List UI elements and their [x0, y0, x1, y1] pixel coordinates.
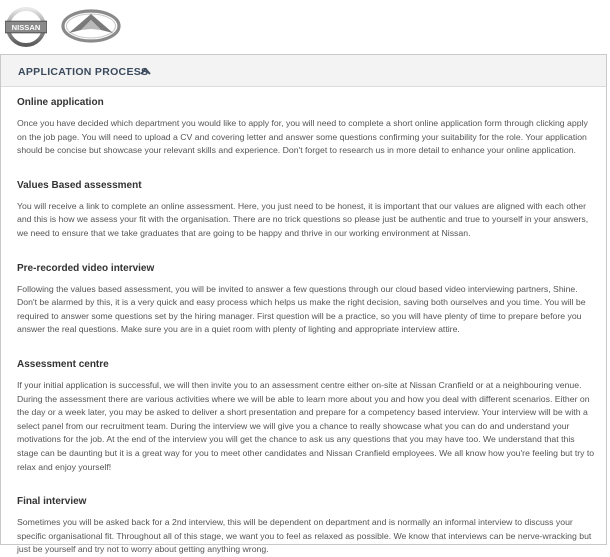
section-assessment-centre — [17, 359, 595, 474]
chevron-up-icon[interactable] — [140, 67, 151, 75]
section-title: Online application — [17, 97, 104, 108]
section-online-application — [17, 97, 595, 158]
section-body: You will receive a link to complete an online assessment. Here, you just need to be honest, it is important that our values are aligned with each other and this is how we assess your fit with the organisation. There are no trick questions so please just be authentic and true to yourself in your answers, we need to ensure that we take graduates that are going to be happy and thrive in our working environment at Nissan. — [17, 200, 589, 238]
section-title: Values Based assessment — [17, 179, 142, 191]
section-values-based-assessment — [17, 180, 595, 241]
section-body: Once you have decided which department you would like to apply for, you will need to complete a short online application form through clicking apply on the job page. You will need to upload a CV and covering letter and answer some questions confirming your suitability for the role. Your application should be concise but showcase your relevant skills and experience. Don't forget to research us in more detail to enhance your online application. — [17, 118, 588, 156]
brand-header — [0, 0, 610, 54]
section-final-interview — [17, 496, 595, 557]
panel-title: APPLICATION PROCESS — [18, 66, 149, 78]
svg-text:NISSAN: NISSAN — [11, 23, 41, 33]
section-body: Sometimes you will be asked back for a 2nd interview, this will be dependent on department and is normally an informal interview to discuss your specific organisational fit. Throughout all of this stage, we want you to feel as relaxed as possible. We know that interviews can be nerve-wracking but just be yourself and try not to worry about getting anything wrong. — [17, 517, 592, 555]
section-body: Following the values based assessment, you will be invited to answer a few questions through our cloud based video interviewing partners, Shine. Don't be alarmed by this, it is a very quick and easy process which helps us make the right decision, saving both ourselves and you time. You will be required to answer some questions set by the hiring manager. First question will be a practice, so you will have plenty of time to prepare before you answer the real questions. Make sure you are in a quiet room with plenty of lighting and appropriate interview attire. — [17, 283, 586, 335]
section-body: If your initial application is successful, we will then invite you to an assessment centre either on-site at Nissan Cranfield or at a neighbouring venue. During the assessment there are various activities where we will be able to learn more about you and how you deal with different scenarios. Either on the day or a week later, you may be asked to deliver a short presentation and prepare for a competency based interview. Your interview will be with a select panel from our recruitment team. During the interview we will give you a chance to really showcase what you can do and understand your motivations for the job. At the end of the interview you will get the chance to ask us any questions that you may have too. We understand that this stage can be daunting but it is a great way for you to meet other candidates and Nissan Cranfield employees. We all know how you're feeling but try to relax and enjoy yourself! — [17, 379, 595, 472]
section-title: Assessment centre — [17, 358, 109, 370]
infiniti-logo[interactable] — [61, 9, 121, 43]
panel-header[interactable] — [1, 55, 606, 87]
section-video-interview — [17, 263, 595, 337]
section-title: Pre-recorded video interview — [17, 262, 155, 274]
application-process-panel — [0, 54, 607, 555]
section-title: Final interview — [17, 496, 87, 508]
panel-content — [17, 97, 595, 557]
nissan-logo[interactable] — [5, 6, 47, 48]
